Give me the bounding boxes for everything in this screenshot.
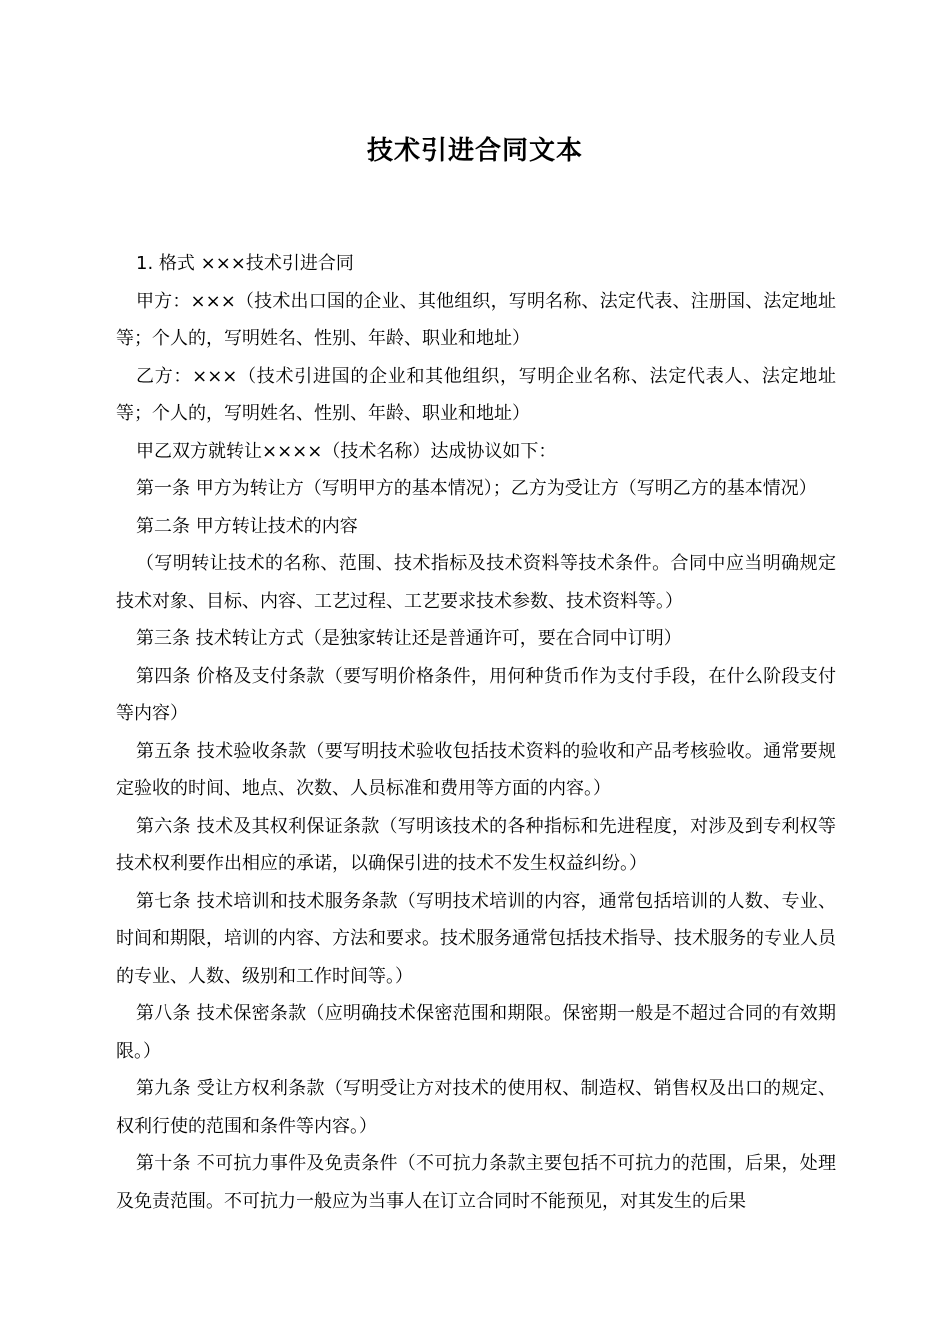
paragraph-party-b: 乙方：×××（技术引进国的企业和其他组织，写明企业名称、法定代表人、法定地址等；个人的，写明姓名、性别、年龄、职业和地址） [116, 365, 836, 424]
paragraph-article-1: 第一条 甲方为转让方（写明甲方的基本情况）；乙方为受让方（写明乙方的基本情况） [136, 478, 817, 499]
paragraph-article-3: 第三条 技术转让方式（是独家转让还是普通许可，要在合同中订明） [136, 628, 682, 649]
paragraph-article-10: 第十条 不可抗力事件及免责条件（不可抗力条款主要包括不可抗力的范围，后果，处理及免责范围。不可抗力一般应为当事人在订立合同时不能预见，对其发生的后果 [116, 1153, 836, 1212]
paragraph-article-4: 第四条 价格及支付条款（要写明价格条件，用何种货币作为支付手段，在什么阶段支付等内容） [116, 665, 836, 724]
paragraph-article-5: 第五条 技术验收条款（要写明技术验收包括技术资料的验收和产品考核验收。通常要规定验收的时间、地点、次数、人员标准和费用等方面的内容。） [116, 740, 836, 799]
paragraph-article-7: 第七条 技术培训和技术服务条款（写明技术培训的内容，通常包括培训的人数、专业、时间和期限，培训的内容、方法和要求。技术服务通常包括技术指导、技术服务的专业人员的专业、人数、级别和工作时间等。） [116, 890, 836, 987]
paragraph-party-a: 甲方：×××（技术出口国的企业、其他组织，写明名称、法定代表、注册国、法定地址等；个人的，写明姓名、性别、年龄、职业和地址） [116, 290, 836, 349]
paragraph-agreement-intro: 甲乙双方就转让××××（技术名称）达成协议如下： [136, 440, 557, 462]
paragraph-article-6: 第六条 技术及其权利保证条款（写明该技术的各种指标和先进程度，对涉及到专利权等技术权利要作出相应的承诺，以确保引进的技术不发生权益纠纷。） [116, 815, 836, 874]
paragraph-format: 1. 格式 ×××技术引进合同 [136, 253, 354, 274]
paragraph-article-8: 第八条 技术保密条款（应明确技术保密范围和期限。保密期一般是不超过合同的有效期限。） [116, 1003, 836, 1062]
paragraph-article-9: 第九条 受让方权利条款（写明受让方对技术的使用权、制造权、销售权及出口的规定、权利行使的范围和条件等内容。） [116, 1078, 836, 1137]
document-body [116, 245, 836, 1220]
document-title: 技术引进合同文本 [366, 136, 583, 166]
paragraph-article-2: 第二条 甲方转让技术的内容 [136, 515, 358, 537]
paragraph-article-2-detail: （写明转让技术的名称、范围、技术指标及技术资料等技术条件。合同中应当明确规定技术对象、目标、内容、工艺过程、工艺要求技术参数、技术资料等。） [116, 553, 836, 612]
